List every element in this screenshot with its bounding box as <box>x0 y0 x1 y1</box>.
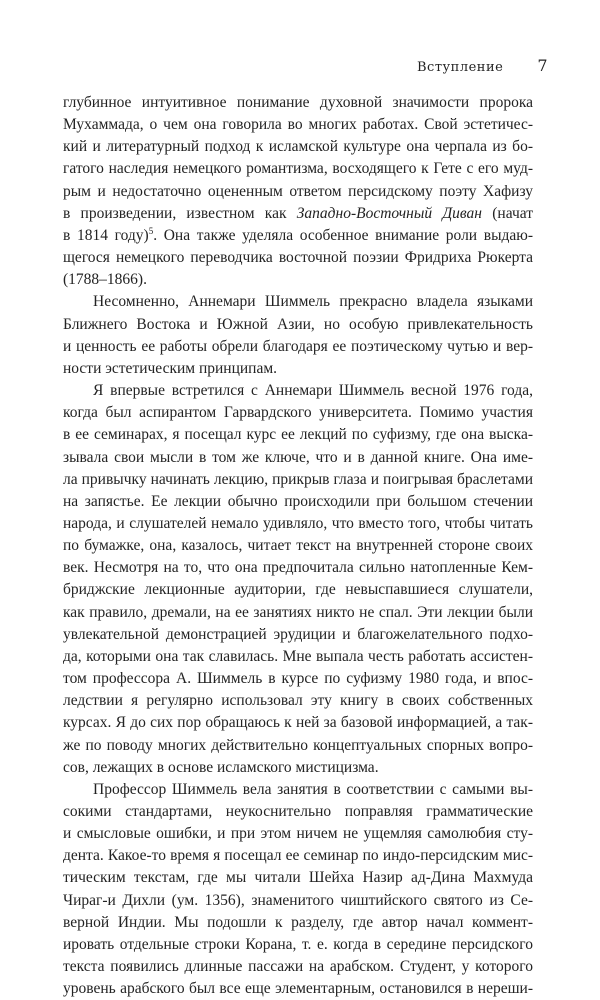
text-line: щегося немецкого переводчика восточной поэзии Фридриха Рюкерта <box>63 249 533 267</box>
footnote-ref[interactable]: 5 <box>148 225 154 236</box>
text-segment: в произведении, известном как <box>63 204 287 222</box>
text-line <box>63 203 533 225</box>
text-line: кий и литературный подход к исламской культуре она черпала из бо- <box>63 138 533 156</box>
text-line: гатого наследия немецкого романтизма, восходящего к Гете с его муд- <box>63 160 533 178</box>
text-line: Мухаммада, о чем она говорила во многих работах. Свой эстетичес- <box>63 116 533 134</box>
text-segment: . Она также уделяла особенное внимание роли выдаю- <box>153 226 533 244</box>
text-line: когда был аспирантом Гарвардского университета. Помимо участия <box>63 404 533 422</box>
text-line: тическим текстам, где мы читали Шейха Назир ад-Дина Махмуда <box>63 869 533 887</box>
text-line: в ее семинарах, я посещал курс ее лекций по суфизму, где она выска- <box>63 426 533 444</box>
paragraph-2 <box>63 291 533 380</box>
paragraph-4 <box>63 779 533 1000</box>
page-number: 7 <box>537 56 548 75</box>
text-segment: (начат <box>482 204 534 222</box>
text-line: Профессор Шиммель вела занятия в соответствии с самыми вы- <box>93 780 533 798</box>
text-line: сов, лежащих в основе исламского мистицизма. <box>63 758 379 776</box>
text-line: бриджские лекционные аудитории, где невыспавшиеся слушатели, <box>63 581 533 599</box>
text-line: курсах. Я до сих пор обращаюсь к ней за базовой информацией, а так- <box>63 714 533 732</box>
text-line: век. Несмотря на то, что она предпочитала сильно натопленные Кем- <box>63 559 533 577</box>
book-title-italic: Западно-Восточный Диван <box>296 204 482 222</box>
running-header <box>0 56 548 75</box>
text-line: сокими стандартами, неукоснительно поправляя грамматические <box>63 803 533 820</box>
text-line: ности эстетическим принципам. <box>63 359 278 377</box>
text-line: рым и недостаточно оцененным ответом персидскому поэту Хафизу <box>63 182 533 200</box>
text-line: том профессора А. Шиммель в курсе по суфизму 1980 года, и впос- <box>63 670 533 688</box>
text-segment: в 1814 году) <box>63 226 149 244</box>
text-line: текста появились длинные пассажи на арабском. Студент, у которого <box>63 958 533 976</box>
section-title: Вступление <box>416 60 504 75</box>
text-line: уровень арабского был все еще элементарным, остановился в нереши- <box>63 980 533 998</box>
paragraph-3 <box>63 380 533 779</box>
text-line: дента. Какое-то время я посещал ее семинар по индо-персидским мис- <box>63 847 533 865</box>
text-line: народа, и слушателей немало удивляло, что вместо того, чтобы читать <box>63 514 533 532</box>
text-line: верной Индии. Мы подошли к разделу, где автор начал коммент- <box>63 913 533 931</box>
text-line: ледствии я регулярно использовал эту книгу в своих собственных <box>63 692 533 710</box>
text-line: Несомненно, Аннемари Шиммель прекрасно владела языками <box>93 293 533 311</box>
text-line: ировать отдельные строки Корана, т. е. когда в середине персидского <box>63 935 533 953</box>
text-line: глубинное интуитивное понимание духовной значимости пророка <box>63 94 533 111</box>
text-line: как правило, дремали, на ее занятиях никто не спал. Эти лекции были <box>63 603 533 621</box>
text-line: Чираг-и Дихли (ум. 1356), знаменитого чиштийского святого из Се- <box>63 891 533 909</box>
text-line: зывала свои мысли в том же ключе, что и в данной книге. Она име- <box>63 448 533 466</box>
text-line: увлекательной демонстрацией эрудиции и благожелательного подхо- <box>63 625 533 643</box>
text-line: по бумажке, она, казалось, читает текст на внутренней стороне своих <box>63 537 533 555</box>
text-line: Ближнего Востока и Южной Азии, но особую привлекательность <box>63 315 533 333</box>
text-line: Я впервые встретился с Аннемари Шиммель весной 1976 года, <box>93 382 533 400</box>
text-line: на запястье. Ее лекции обычно происходили при большом стечении <box>63 492 533 510</box>
text-line: (1788–1866). <box>63 271 147 289</box>
text-line: же по поводу многих действительно концептуальных спорных вопро- <box>63 736 533 754</box>
text-line: да, которыми она так славилась. Мне выпала честь работать ассистен- <box>63 647 533 665</box>
body-text <box>63 92 533 1000</box>
paragraph-1 <box>63 92 533 291</box>
text-line: ла привычку начинать лекцию, прикрыв глаза и поигрывая браслетами <box>63 470 533 488</box>
text-line: и смысловые ошибки, и при этом ничем не ущемляя самолюбия сту- <box>63 825 533 843</box>
text-line: и ценность ее работы обрели благодаря ее поэтическому чутью и вер- <box>63 337 533 355</box>
text-line <box>63 225 533 247</box>
